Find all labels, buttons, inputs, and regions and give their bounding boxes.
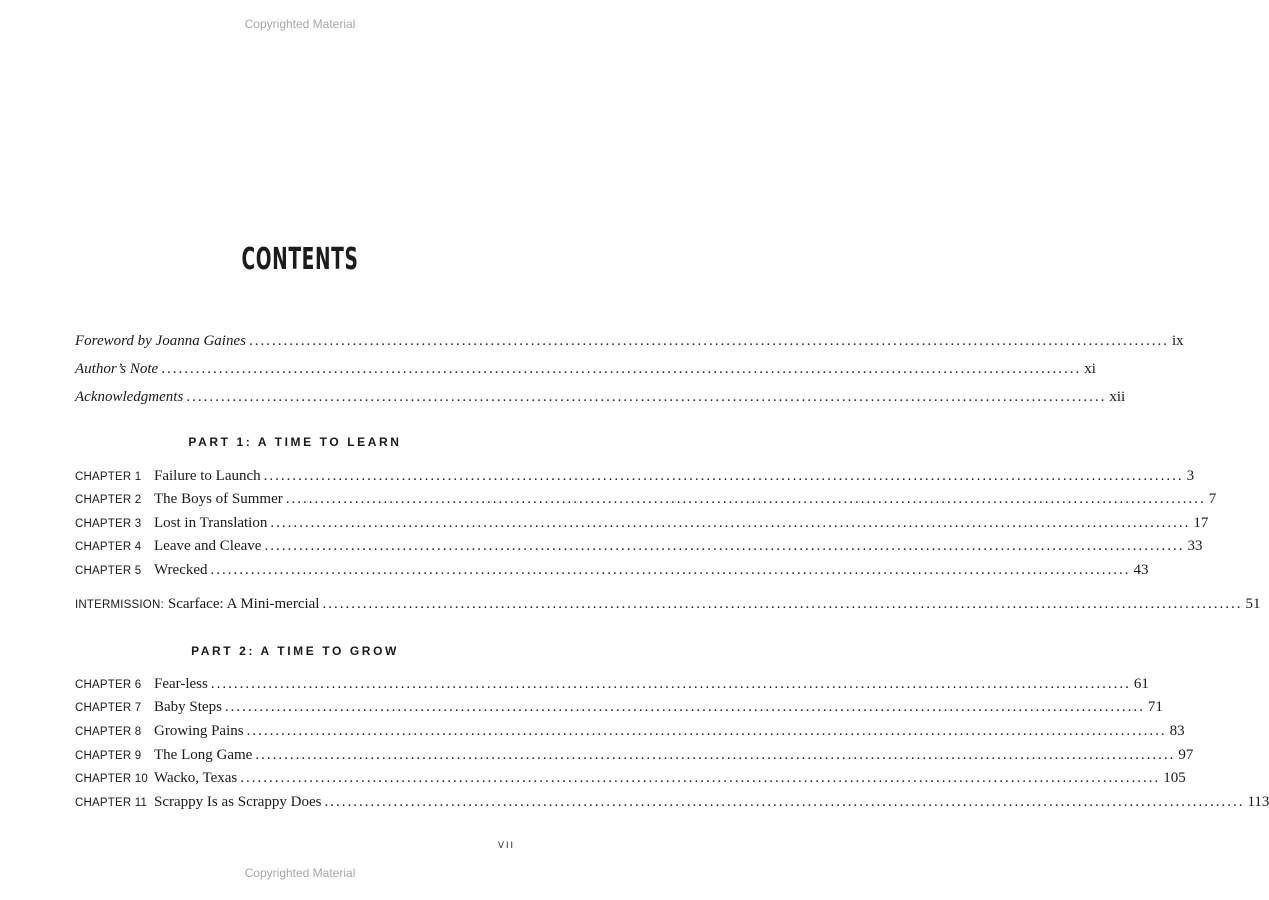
chapter-title: Lost in Translation — [154, 515, 268, 531]
chapter-title: Failure to Launch — [154, 468, 261, 484]
dot-leader: ................................................................................................................................................................ — [270, 515, 1191, 531]
intermission-label: INTERMISSION: — [75, 599, 164, 611]
dot-leader: ................................................................................................................................................................ — [210, 676, 1131, 692]
toc-entry-intermission — [75, 596, 1261, 616]
dot-leader: ................................................................................................................................................................ — [264, 538, 1185, 554]
chapter-title: Scrappy Is as Scrappy Does — [154, 794, 322, 810]
dot-leader: ................................................................................................................................................................ — [224, 699, 1145, 715]
toc-entry-chapter-6 — [75, 676, 1149, 696]
dot-leader: ................................................................................................................................................................ — [248, 333, 1169, 349]
dot-leader: ................................................................................................................................................................ — [322, 596, 1243, 612]
chapter-label: CHAPTER 4 — [75, 541, 142, 553]
dot-leader: ................................................................................................................................................................ — [186, 389, 1107, 405]
page-number: xi — [1084, 361, 1096, 377]
chapter-title: Leave and Cleave — [154, 538, 262, 554]
dot-leader: ................................................................................................................................................................ — [161, 361, 1082, 377]
page-number: 7 — [1208, 491, 1217, 507]
toc-entry-chapter-4 — [75, 538, 1203, 558]
page-title: CONTENTS — [241, 242, 359, 277]
chapter-title: Fear-less — [154, 676, 208, 692]
entry-label: Acknowledgments — [75, 389, 184, 405]
page-number: 83 — [1169, 723, 1185, 739]
page-number: 71 — [1147, 699, 1163, 715]
page-number: 43 — [1133, 562, 1149, 578]
toc-entry-chapter-1 — [75, 468, 1195, 488]
chapter-label: CHAPTER 8 — [75, 726, 142, 738]
toc-entry-chapter-10 — [75, 770, 1186, 790]
chapter-label: CHAPTER 3 — [75, 518, 142, 530]
page-number: 113 — [1247, 794, 1269, 810]
chapter-title: Wacko, Texas — [154, 770, 238, 786]
page-number: 33 — [1187, 538, 1203, 554]
toc-entry-chapter-8 — [75, 723, 1185, 743]
chapter-label: CHAPTER 9 — [75, 750, 142, 762]
intermission-title: Scarface: A Mini-mercial — [167, 596, 320, 612]
chapter-title: The Long Game — [154, 747, 253, 763]
page-number: ix — [1171, 333, 1184, 349]
entry-label: Foreword by Joanna Gaines — [75, 333, 246, 349]
toc-entry-chapter-7 — [75, 699, 1163, 719]
chapter-label: CHAPTER 10 — [75, 773, 148, 785]
chapter-label: CHAPTER 11 — [75, 797, 148, 809]
page-number: 51 — [1245, 596, 1261, 612]
page-number: 3 — [1186, 468, 1195, 484]
chapter-label: CHAPTER 5 — [75, 565, 142, 577]
chapter-label: CHAPTER 1 — [75, 471, 142, 483]
toc-entry-authors-note — [75, 361, 1096, 381]
dot-leader: ................................................................................................................................................................ — [263, 468, 1184, 484]
page-number: xii — [1109, 389, 1126, 405]
chapter-title: The Boys of Summer — [154, 491, 283, 507]
toc-entry-chapter-2 — [75, 491, 1217, 511]
page-number: 61 — [1133, 676, 1149, 692]
chapter-label: CHAPTER 6 — [75, 679, 142, 691]
page-number: 97 — [1178, 747, 1194, 763]
toc-entry-foreword — [75, 333, 1184, 353]
entry-label: Author’s Note — [75, 361, 159, 377]
dot-leader: ................................................................................................................................................................ — [285, 491, 1206, 507]
part-2-heading: PART 2: A TIME TO GROW — [191, 644, 399, 658]
copyright-watermark-top: Copyrighted Material — [244, 17, 356, 31]
dot-leader: ................................................................................................................................................................ — [255, 747, 1176, 763]
toc-entry-chapter-3 — [75, 515, 1209, 535]
chapter-label: CHAPTER 2 — [75, 494, 142, 506]
chapter-title: Baby Steps — [154, 699, 222, 715]
dot-leader: ................................................................................................................................................................ — [210, 562, 1131, 578]
dot-leader: ................................................................................................................................................................ — [240, 770, 1161, 786]
chapter-label: CHAPTER 7 — [75, 702, 142, 714]
page-folio: VII — [498, 840, 516, 850]
dot-leader: ................................................................................................................................................................ — [324, 794, 1245, 810]
toc-entry-acknowledgments — [75, 389, 1126, 409]
chapter-title: Wrecked — [154, 562, 208, 578]
chapter-title: Growing Pains — [154, 723, 244, 739]
page-number: 17 — [1193, 515, 1209, 531]
copyright-watermark-bottom: Copyrighted Material — [244, 866, 356, 880]
part-1-heading: PART 1: A TIME TO LEARN — [188, 435, 402, 449]
dot-leader: ................................................................................................................................................................ — [246, 723, 1167, 739]
toc-entry-chapter-11 — [75, 794, 1269, 814]
toc-entry-chapter-9 — [75, 747, 1194, 767]
page-number: 105 — [1163, 770, 1186, 786]
toc-entry-chapter-5 — [75, 562, 1149, 582]
